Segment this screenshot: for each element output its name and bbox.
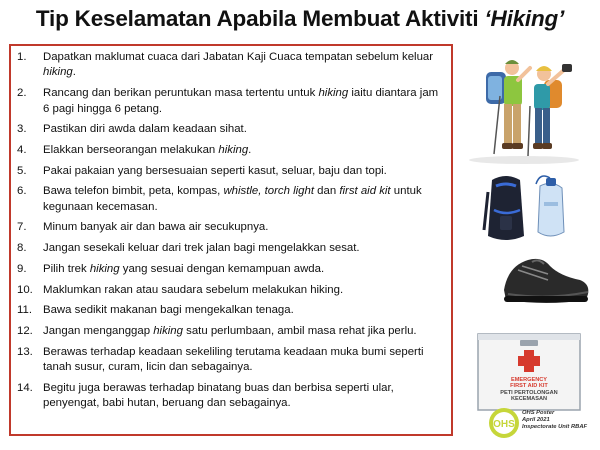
- tip-text: [43, 303, 445, 318]
- tip-text-emphasis: hiking: [318, 87, 349, 100]
- tip-text: [43, 381, 445, 412]
- poster-title-emphasis: ‘Hiking’: [484, 6, 565, 31]
- tip-item: [17, 283, 445, 298]
- tip-text-segment: Pakai pakaian yang bersesuaian seperti kasut, seluar, baju dan topi.: [43, 164, 387, 177]
- tip-number: 12.: [17, 324, 33, 337]
- illustrations-column: [462, 44, 594, 444]
- tip-item: [17, 241, 445, 256]
- kit-label-peti: PETI PERTOLONGAN: [500, 389, 558, 396]
- man-hiker-icon: [486, 60, 530, 154]
- tip-number: 11.: [17, 304, 32, 317]
- hiking-shoe-illustration: [498, 250, 592, 312]
- tip-number: 4.: [17, 143, 27, 156]
- tip-text: [43, 262, 445, 277]
- tip-text-emphasis: hiking: [153, 324, 183, 337]
- tip-text-segment: satu perlumbaan, ambil masa rehat jika perlu.: [182, 324, 417, 337]
- tips-box: [9, 44, 453, 436]
- tip-text-segment: Maklumkan rakan atau saudara sebelum melakukan hiking.: [43, 283, 344, 296]
- tip-text-segment: untuk kegunaan kecemasan.: [43, 185, 422, 213]
- tip-item: [17, 262, 445, 277]
- tip-text-emphasis: hiking: [43, 66, 73, 79]
- poster-title-text: Tip Keselamatan Apabila Membuat Aktiviti: [35, 6, 485, 31]
- tip-number: 9.: [17, 262, 27, 275]
- kit-label-emergency: EMERGENCY: [510, 377, 548, 383]
- tip-text-segment: dan: [313, 185, 340, 198]
- tip-item: [17, 164, 445, 179]
- tip-text-segment: .: [248, 143, 252, 156]
- tip-item: [17, 303, 445, 318]
- tip-text-segment: Berawas terhadap keadaan sekeliling terutama keadaan muka bumi seperti tanah susur, curam, licin dan sebagainya.: [43, 345, 424, 374]
- tip-number: 6.: [17, 185, 27, 198]
- ohs-logo-text: OHS: [493, 419, 515, 430]
- tip-text: [43, 50, 445, 81]
- tip-item: [17, 122, 445, 137]
- tip-item: [17, 220, 445, 235]
- tip-text: [43, 122, 445, 137]
- tip-item: [17, 324, 445, 339]
- tip-text-emphasis: hiking: [218, 143, 249, 156]
- tip-text: [43, 220, 445, 235]
- kit-label-first-aid: FIRST AID KIT: [510, 383, 548, 390]
- tip-text: [43, 283, 445, 298]
- footer-line-date: April 2021: [522, 417, 550, 423]
- tip-text-segment: Rancang dan berikan peruntukan masa tertentu untuk: [43, 87, 319, 100]
- tip-text-segment: Bawa sedikit makanan bagi mengekalkan tenaga.: [43, 304, 294, 317]
- tip-text: [43, 324, 445, 339]
- tip-text-segment: Jangan menganggap: [43, 324, 154, 337]
- tip-text: [43, 184, 445, 215]
- tip-text-segment: Pastikan diri awda dalam keadaan sihat.: [43, 123, 247, 136]
- tips-list: [11, 46, 451, 412]
- footer-line-unit: Inspectorate Unit RBAF: [522, 424, 588, 430]
- tip-number: 13.: [17, 345, 33, 358]
- tip-text: [43, 164, 445, 179]
- tip-text-segment: Jangan sesekali keluar dari trek jalan bagi mengelakkan sesat.: [43, 242, 360, 255]
- backpack-illustration: [474, 172, 582, 246]
- woman-hiker-icon: [528, 64, 572, 156]
- hikers-illustration: [464, 46, 592, 166]
- tip-item: [17, 143, 445, 158]
- tip-text-segment: Elakkan berseorangan melakukan: [43, 143, 219, 156]
- tip-text-segment: .: [72, 66, 76, 79]
- tip-item: [17, 381, 445, 412]
- tip-number: 5.: [17, 164, 27, 177]
- tip-text-emphasis: first aid kit: [339, 185, 391, 198]
- tip-text: [43, 241, 445, 256]
- tip-number: 10.: [17, 283, 33, 296]
- tip-number: 7.: [17, 221, 27, 234]
- tip-item: [17, 86, 445, 117]
- tip-text-segment: Bawa telefon bimbit, peta, kompas,: [43, 185, 224, 198]
- footer-credit: [522, 410, 598, 431]
- tip-text-segment: Pilih trek: [43, 262, 90, 275]
- tip-text-segment: Dapatkan maklumat cuaca dari Jabatan Kaji Cuaca tempatan sebelum keluar: [43, 51, 434, 63]
- kit-label-kecemasan: KECEMASAN: [510, 396, 548, 403]
- first-aid-kit-illustration: [474, 330, 584, 414]
- tip-text-segment: Begitu juga berawas terhadap binatang buas dan berbisa seperti ular, penyengat, babi hutan, beruang dan sebagainya.: [43, 381, 394, 410]
- tip-text-segment: Minum banyak air dan bawa air secukupnya.: [43, 221, 269, 234]
- tip-text: [43, 345, 445, 376]
- tip-item: [17, 345, 445, 376]
- tip-text-emphasis: hiking: [89, 262, 120, 275]
- tip-number: 3.: [17, 123, 27, 136]
- tip-item: [17, 50, 445, 81]
- poster-title: [0, 6, 600, 40]
- backpack-icon: [484, 176, 524, 240]
- tip-number: 1.: [17, 51, 27, 63]
- tip-number: 2.: [17, 87, 27, 100]
- tip-text-segment: iaitu diantara jam 6 pagi hingga 6 petang.: [43, 87, 439, 115]
- tip-text: [43, 143, 445, 158]
- footer-line-poster: OHS Poster: [522, 410, 555, 416]
- tip-text-emphasis: whistle, torch light: [223, 185, 314, 198]
- tip-item: [17, 184, 445, 215]
- ohs-logo-icon: [488, 406, 520, 440]
- tip-text-segment: yang sesuai dengan kemampuan awda.: [119, 262, 325, 275]
- tip-number: 8.: [17, 242, 27, 255]
- tip-text: [43, 86, 445, 117]
- hydration-bladder-icon: [536, 176, 564, 236]
- tip-number: 14.: [17, 381, 33, 394]
- hiking-shoe-icon: [504, 259, 588, 303]
